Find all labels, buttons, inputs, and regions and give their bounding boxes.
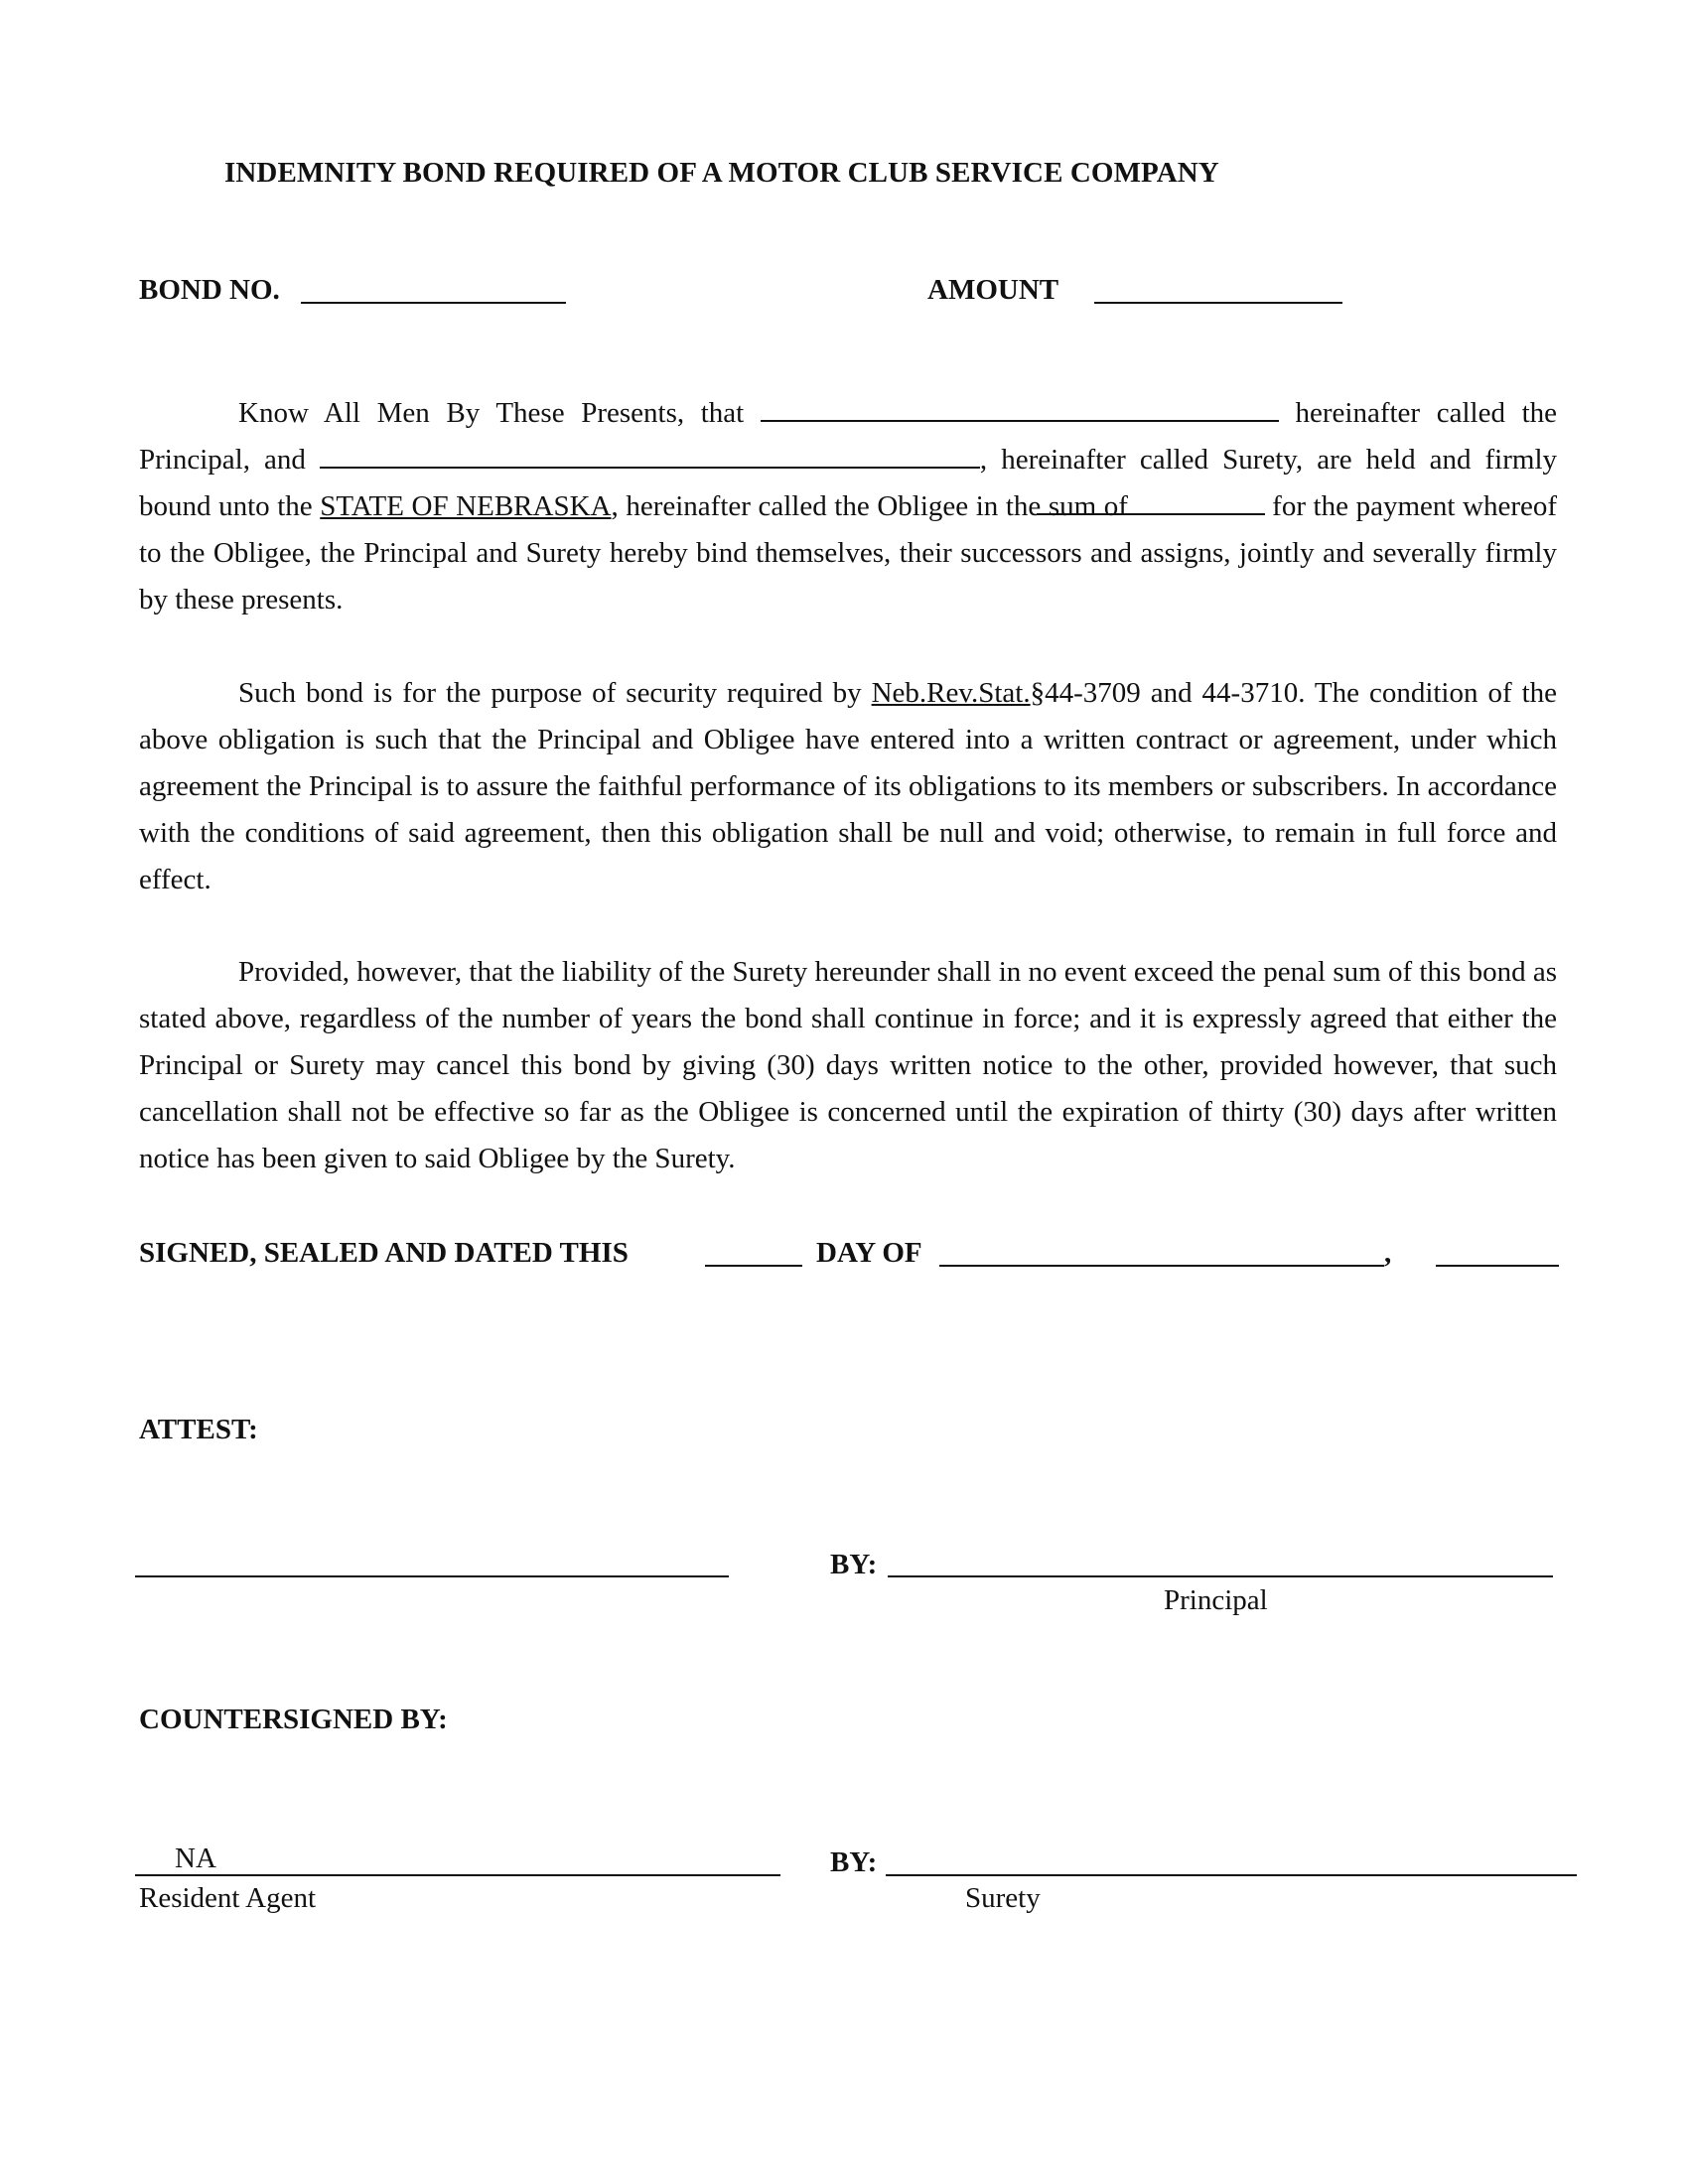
resident-agent-value: NA: [175, 1843, 216, 1874]
resident-agent-line[interactable]: [135, 1874, 780, 1876]
principal-name-field[interactable]: [761, 398, 1279, 422]
para1-text-5: for the payment whereof to the Obligee, the Principal and Surety hereby bind themselves, their successors and assigns, jointly and severally firmly by these presents.: [139, 490, 1558, 615]
para2-text-1: Such bond is for the purpose of security required by: [238, 677, 862, 709]
surety-name-field[interactable]: [320, 445, 980, 469]
para1-text-3: , hereinafter called Surety, are held and firmly bound unto the: [139, 444, 1558, 522]
attest-label: ATTEST:: [139, 1414, 258, 1445]
surety-signature-line[interactable]: [886, 1874, 1577, 1876]
date-comma: ,: [1384, 1237, 1392, 1269]
amount-label: AMOUNT: [927, 274, 1059, 306]
year-field[interactable]: [1436, 1265, 1559, 1267]
para3-text: Provided, however, that the liability of the Surety hereunder shall in no event exceed the penal sum of this bond as stated above, regardless of the number of years the bond shall continue in force; and it is expressly agreed that either the Principal or Surety may cancel this bond by giving (30) days written notice to the other, provided however, that such cancellation shall not be effective so far as the Obligee is concerned until the expiration of thirty (30) days after written notice has been given to said Obligee by the Surety.: [139, 956, 1557, 1174]
paragraph-parties: [139, 390, 1557, 623]
principal-signature-line[interactable]: [888, 1575, 1553, 1577]
day-of-label: DAY OF: [816, 1237, 922, 1269]
month-field[interactable]: [939, 1265, 1384, 1267]
countersigned-label: COUNTERSIGNED BY:: [139, 1704, 448, 1735]
paragraph-purpose: [139, 670, 1557, 903]
attest-signature-line[interactable]: [135, 1575, 729, 1577]
principal-by-label: BY:: [830, 1549, 878, 1580]
signed-sealed-label: SIGNED, SEALED AND DATED THIS: [139, 1237, 629, 1269]
para1-text-1: Know All Men By These Presents, that: [238, 397, 745, 429]
surety-label: Surety: [965, 1882, 1041, 1914]
statute-reference: Neb.Rev.Stat.: [871, 677, 1031, 709]
bond-no-label: BOND NO.: [139, 274, 280, 306]
obligee-state: STATE OF NEBRASKA: [320, 490, 612, 522]
para1-text-2: hereinafter called the Principal, and: [139, 397, 1558, 476]
principal-label: Principal: [1164, 1584, 1268, 1616]
bond-no-field[interactable]: [301, 302, 566, 304]
amount-field[interactable]: [1094, 302, 1342, 304]
paragraph-liability: [139, 949, 1557, 1182]
surety-by-label: BY:: [830, 1846, 878, 1878]
resident-agent-label: Resident Agent: [139, 1882, 317, 1914]
para1-text-4: , hereinafter called the Obligee in the sum of: [611, 490, 1128, 522]
para2-text-2: §44-3709 and 44-3710. The condition of the above obligation is such that the Principal and Obligee have entered into a written contract or agreement, under which agreement the Principal is to assure the faithful performance of its obligations to its members or subscribers. In accordance with the conditions of said agreement, then this obligation shall be null and void; otherwise, to remain in full force and effect.: [139, 677, 1557, 895]
document-title: INDEMNITY BOND REQUIRED OF A MOTOR CLUB SERVICE COMPANY: [224, 157, 1219, 189]
day-field[interactable]: [705, 1265, 802, 1267]
sum-field[interactable]: [1037, 491, 1265, 515]
